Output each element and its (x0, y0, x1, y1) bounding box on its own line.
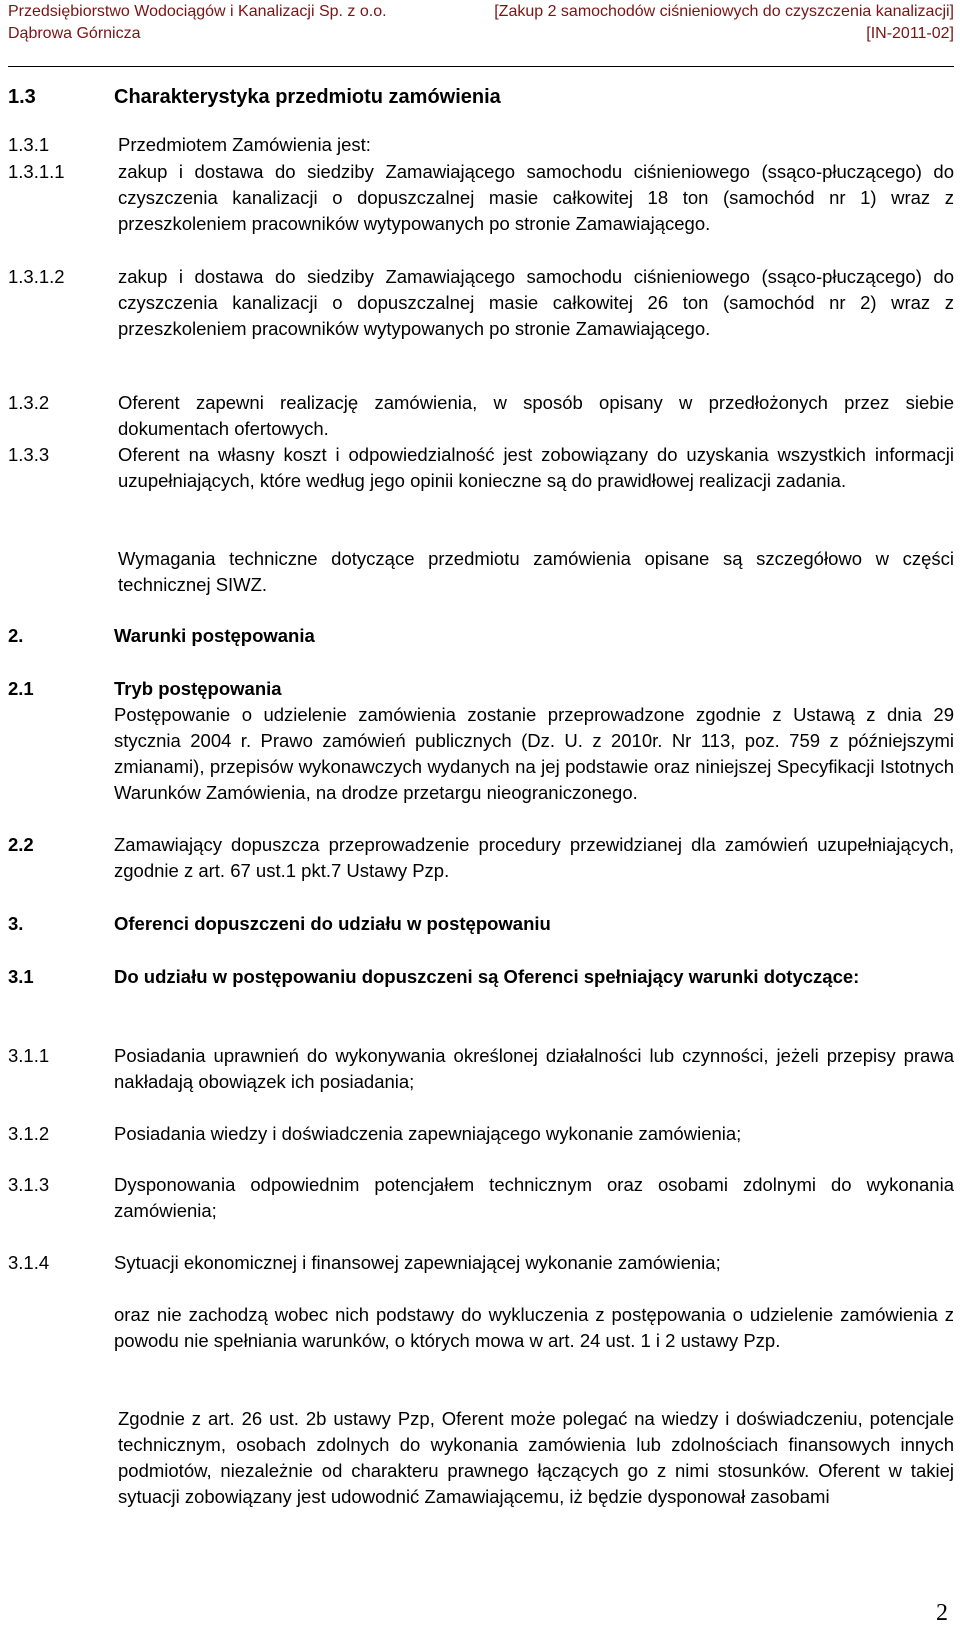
subsection-number: 3.1 (8, 966, 34, 987)
item-text: Posiadania uprawnień do wykonywania określonej działalności lub czynności, jeżeli przepisy prawa nakładają obowiązek ich posiadania; (114, 1045, 954, 1092)
section-heading: Warunki postępowania (114, 625, 315, 646)
section-heading: Oferenci dopuszczeni do udziału w postępowaniu (114, 913, 551, 934)
item-text: zakup i dostawa do siedziby Zamawiającego samochodu ciśnieniowego (ssąco-płuczącego) do czyszczenia kanalizacji o dopuszczalnej masie całkowitej 18 ton (samochód nr 1) wraz z przeszkoleniem pracowników wytypowanych po stronie Zamawiającego. (118, 161, 954, 234)
item-text: Sytuacji ekonomicznej i finansowej zapewniającej wykonanie zamówienia; (114, 1252, 721, 1273)
section-number: 1.3 (8, 86, 36, 108)
document-code: [IN-2011-02] (866, 25, 954, 42)
note-paragraph: Wymagania techniczne dotyczące przedmiotu zamówienia opisane są szczegółowo w części technicznej SIWZ. (118, 548, 954, 595)
subsection-text: Postępowanie o udzielenie zamówienia zostanie przeprowadzone zgodnie z Ustawą z dnia 29 stycznia 2004 r. Prawo zamówień publicznych (Dz. U. z 2010r. Nr 113, poz. 759 z późniejszymi zmianami), przepisów wykonawczych wydanych na jej podstawie oraz niniejszej Specyfikacji Istotnych Warunków Zamówienia, na drodze przetargu nieograniczonego. (114, 704, 954, 803)
item-text: Oferent zapewni realizację zamówienia, w sposób opisany w przedłożonych przez siebie dokumentach ofertowych. (118, 392, 954, 439)
paragraph: Zgodnie z art. 26 ust. 2b ustawy Pzp, Oferent może polegać na wiedzy i doświadczeniu, potencjale technicznym, osobach zdolnych do wykonania zamówienia lub zdolnościach finansowych innych podmiotów, niezależnie od charakteru prawnego łączących go z nimi stosunków. Oferent w takiej sytuacji zobowiązany jest udowodnić Zamawiającemu, iż będzie dysponował zasobami (118, 1408, 954, 1507)
item-number: 3.1.4 (8, 1252, 50, 1273)
subsection-number: 2.2 (8, 834, 34, 855)
item-number: 1.3.2 (8, 392, 50, 413)
subsection-heading: Do udziału w postępowaniu dopuszczeni są Oferenci spełniający warunki dotyczące: (114, 966, 860, 987)
section-heading: Charakterystyka przedmiotu zamówienia (114, 86, 501, 108)
item-number: 1.3.1.2 (8, 266, 65, 287)
page-number: 2 (936, 1600, 948, 1626)
subsection-text: Zamawiający dopuszcza przeprowadzenie procedury przewidzianej dla zamówień uzupełniających, zgodnie z art. 67 ust.1 pkt.7 Ustawy Pzp. (114, 834, 954, 881)
paragraph: oraz nie zachodzą wobec nich podstawy do wykluczenia z postępowania o udzielenie zamówienia z powodu nie spełniania warunków, o których mowa w art. 24 ust. 1 i 2 ustawy Pzp. (114, 1304, 954, 1351)
item-number: 3.1.3 (8, 1174, 50, 1195)
section-number: 2. (8, 625, 24, 646)
item-text: Oferent na własny koszt i odpowiedzialność jest zobowiązany do uzyskania wszystkich informacji uzupełniających, które według jego opinii konieczne są do prawidłowej realizacji zadania. (118, 444, 954, 491)
item-text: Posiadania wiedzy i doświadczenia zapewniającego wykonanie zamówienia; (114, 1123, 742, 1144)
item-text: Przedmiotem Zamówienia jest: (118, 134, 371, 155)
item-number: 1.3.1.1 (8, 161, 65, 182)
subsection-heading: Tryb postępowania (114, 678, 282, 699)
page-header (8, 0, 954, 67)
company-name: Przedsiębiorstwo Wodociągów i Kanalizacji Sp. z o.o. (8, 3, 387, 20)
subsection-number: 2.1 (8, 678, 34, 699)
section-number: 3. (8, 913, 24, 934)
item-text: Dysponowania odpowiednim potencjałem technicznym oraz osobami zdolnymi do wykonania zamówienia; (114, 1174, 954, 1221)
item-text: zakup i dostawa do siedziby Zamawiającego samochodu ciśnieniowego (ssąco-płuczącego) do czyszczenia kanalizacji o dopuszczalnej masie całkowitej 26 ton (samochód nr 2) wraz z przeszkoleniem pracowników wytypowanych po stronie Zamawiającego. (118, 266, 954, 339)
item-number: 1.3.3 (8, 444, 50, 465)
item-number: 1.3.1 (8, 134, 50, 155)
document-title: [Zakup 2 samochodów ciśnieniowych do czyszczenia kanalizacji] (494, 3, 954, 20)
item-number: 3.1.2 (8, 1123, 50, 1144)
company-city: Dąbrowa Górnicza (8, 25, 141, 42)
item-number: 3.1.1 (8, 1045, 50, 1066)
